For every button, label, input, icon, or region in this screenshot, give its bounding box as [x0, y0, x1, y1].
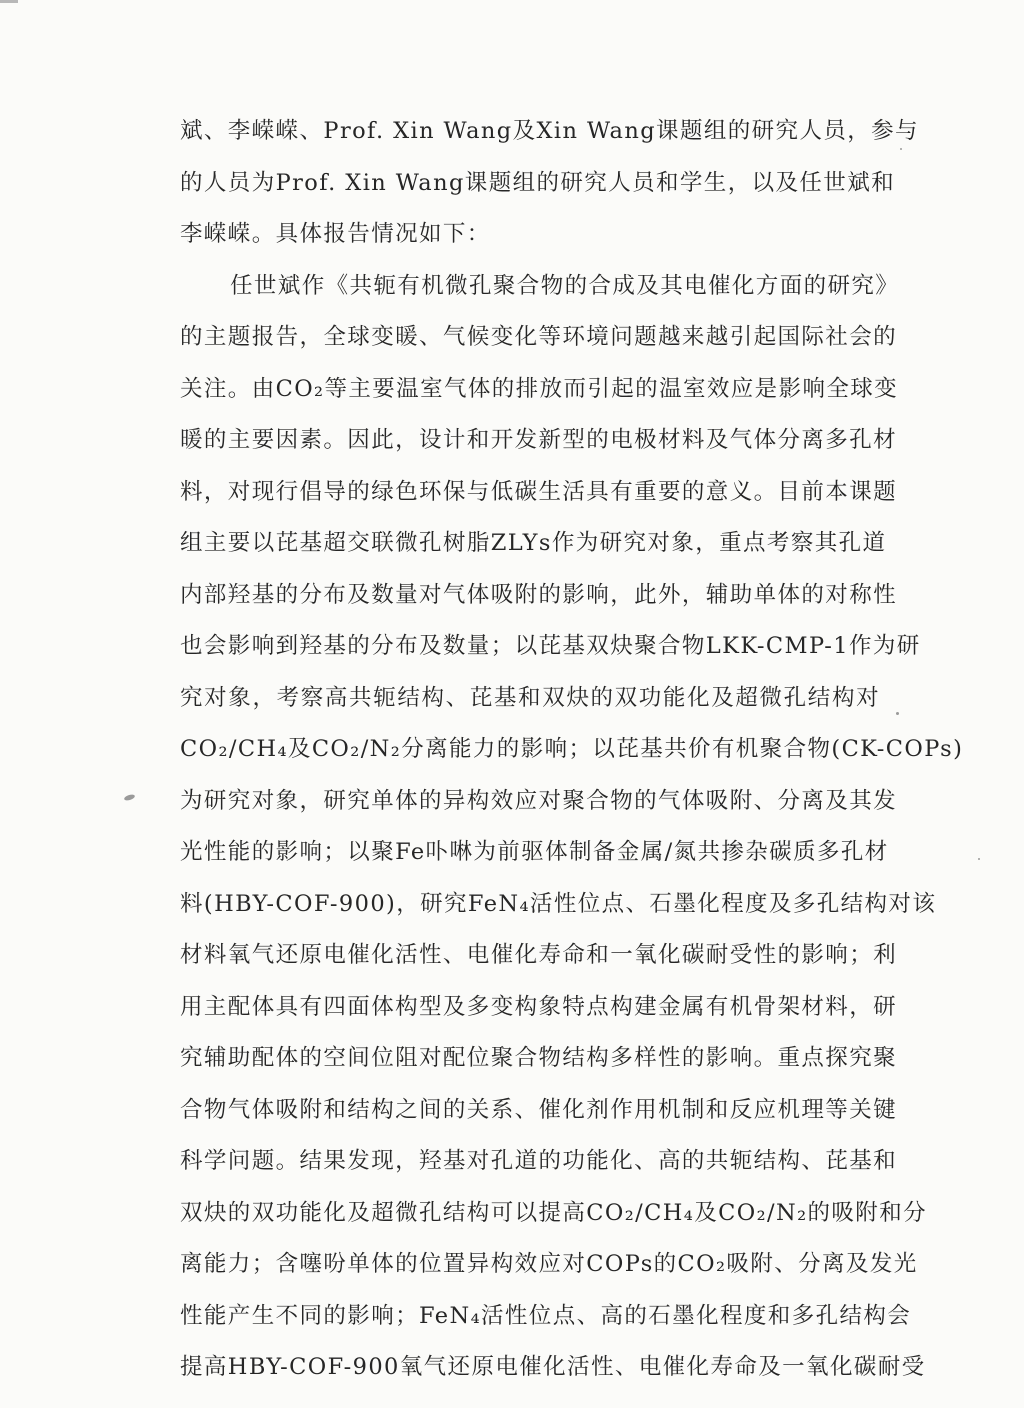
text-line: 李嵘嵘。具体报告情况如下：	[180, 221, 491, 247]
text-line: 究辅助配体的空间位阻对配位聚合物结构多样性的影响。重点探究聚	[180, 1045, 898, 1071]
text-line: 提高HBY-COF-900氧气还原电催化活性、电催化寿命及一氧化碳耐受	[180, 1354, 926, 1380]
text-line: 料(HBY-COF-900)，研究FeN₄活性位点、石墨化程度及多孔结构对该	[180, 890, 937, 917]
text-line: 也会影响到羟基的分布及数量；以芘基双炔聚合物LKK-CMP-1作为研	[180, 633, 921, 659]
text-line: 的主题报告，全球变暖、气候变化等环境问题越来越引起国际社会的	[180, 324, 898, 350]
text-line: 离能力；含噻吩单体的位置异构效应对COPs的CO₂吸附、分离及发光	[180, 1251, 918, 1277]
text-line: 用主配体具有四面体构型及多变构象特点构建金属有机骨架材料，研	[180, 993, 898, 1020]
text-line: 材料氧气还原电催化活性、电催化寿命和一氧化碳耐受性的影响；利	[180, 942, 898, 968]
text-line: 光性能的影响；以聚Fe卟啉为前驱体制备金属/氮共掺杂碳质多孔材	[180, 839, 889, 865]
text-line: 究对象，考察高共轭结构、芘基和双炔的双功能化及超微孔结构对	[180, 684, 880, 711]
text-line: 为研究对象，研究单体的异构效应对聚合物的气体吸附、分离及其发	[180, 787, 898, 814]
text-line: CO₂/CH₄及CO₂/N₂分离能力的影响；以芘基共价有机聚合物(CK-COPs)	[180, 736, 964, 762]
text-line: 关注。由CO₂等主要温室气体的排放而引起的温室效应是影响全球变	[180, 375, 899, 402]
text-line: 内部羟基的分布及数量对气体吸附的影响，此外，辅助单体的对称性	[180, 581, 898, 608]
scan-edge-mark	[0, 0, 18, 3]
text-line: 合物气体吸附和结构之间的关系、催化剂作用机制和反应机理等关键	[180, 1096, 898, 1123]
scan-speck	[123, 793, 135, 801]
text-line: 科学问题。结果发现，羟基对孔道的功能化、高的共轭结构、芘基和	[180, 1148, 898, 1174]
text-line: 的人员为Prof. Xin Wang课题组的研究人员和学生，以及任世斌和	[180, 169, 896, 196]
text-line: 性能产生不同的影响；FeN₄活性位点、高的石墨化程度和多孔结构会	[180, 1302, 912, 1329]
text-line: 双炔的双功能化及超微孔结构可以提高CO₂/CH₄及CO₂/N₂的吸附和分	[180, 1199, 927, 1226]
text-line: 任世斌作《共轭有机微孔聚合物的合成及其电催化方面的研究》	[230, 272, 900, 299]
text-line: 组主要以芘基超交联微孔树脂ZLYs作为研究对象，重点考察其孔道	[180, 530, 887, 556]
text-line: 料，对现行倡导的绿色环保与低碳生活具有重要的意义。目前本课题	[180, 478, 898, 505]
scan-speck	[896, 712, 899, 715]
scan-speck	[900, 148, 902, 150]
body-text	[180, 106, 964, 1394]
scan-speck	[978, 858, 980, 860]
text-line: 斌、李嵘嵘、Prof. Xin Wang及Xin Wang课题组的研究人员，参与	[180, 118, 919, 144]
text-line: 暖的主要因素。因此，设计和开发新型的电极材料及气体分离多孔材	[180, 427, 898, 453]
